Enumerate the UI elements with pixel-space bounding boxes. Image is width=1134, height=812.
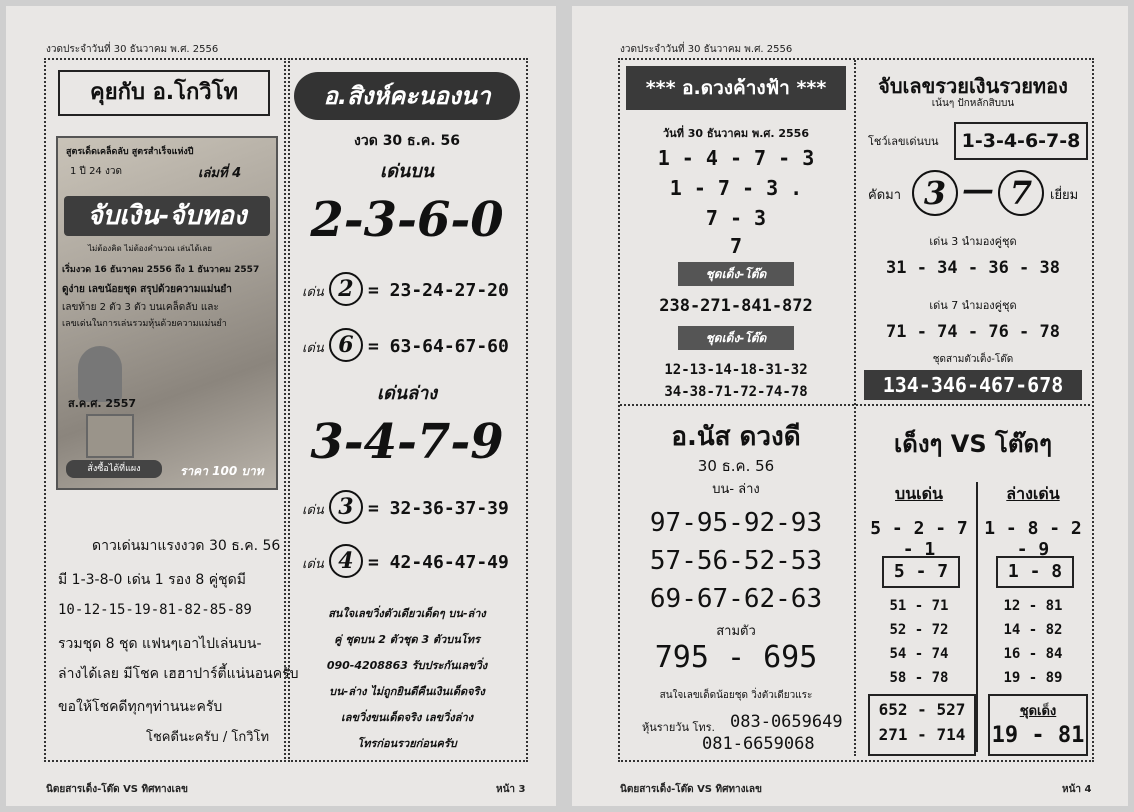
digit-circle: 3 [329, 490, 363, 524]
nat-note: สนใจเลขเด็ดน้อยชุด วิ่งตัวเดียวแระ [659, 690, 813, 701]
singkha-note: คู่ ชุดบน 2 ตัวชุด 3 ตัวบนโทร [334, 633, 480, 646]
digit-circle: 3 [912, 170, 958, 216]
magazine-year: 1 ปี 24 งวด [70, 166, 122, 177]
column-divider [854, 60, 856, 756]
singkha-note: โทรก่อนรวยก่อนครับ [357, 737, 457, 750]
singkha-note: สนใจเลขวิ่งตัวเดียวเด็ดๆ บน-ล่าง [328, 607, 486, 620]
lower-final-box [988, 694, 1088, 756]
nat-date: 30 ธ.ค. 56 [697, 457, 775, 475]
row-numbers: = 23-24-27-20 [367, 280, 509, 301]
kui-signature: โชคดีนะครับ / โกวิโท [146, 730, 270, 745]
upper-box: 5 - 7 [882, 556, 960, 588]
row-prefix: เด่น [302, 285, 324, 300]
duang-pill: ชุดเด็ง-โต๊ด [678, 326, 794, 350]
duang-row: 7 - 3 [705, 206, 767, 230]
hot-numbers: 1-3-4-6-7-8 [954, 122, 1088, 160]
duang-banner: *** อ.ดวงค้างฟ้า *** [626, 66, 846, 110]
three-label: สามตัว [716, 624, 756, 639]
kui-line: ขอให้โชคดีทุกๆท่านนะครับ [58, 699, 223, 715]
kui-line: มี 1-3-8-0 เด่น 1 รอง 8 คู่ชุดมี [58, 572, 246, 588]
lower-pair: 12 - 81 [1003, 598, 1063, 614]
row-divider [620, 404, 1090, 406]
kui-title: คุยกับ อ.โกวิโท [58, 70, 270, 116]
lower-final-label: ชุดเด็ง [1019, 704, 1057, 719]
upper-pair: 52 - 72 [889, 622, 949, 638]
lower-label: ล่างเด่น [1006, 484, 1060, 503]
lower-row [302, 490, 509, 524]
row-prefix: เด่น [302, 341, 324, 356]
kui-line: ดาวเด่นมาแรงงวด 30 ธ.ค. 56 [92, 538, 281, 554]
duang-row: 1 - 4 - 7 - 3 [657, 146, 815, 170]
nat-title: อ.นัส ดวงดี [671, 422, 801, 452]
kui-line: รวมชุด 8 ชุด แฟนๆเอาไปเล่นบน- [58, 636, 262, 652]
left-page [6, 6, 556, 806]
duang-pill: ชุดเด็ง-โต๊ด [678, 262, 794, 286]
page-footer: นิตยสารเด็ง-โต๊ด VS ทิศทางเลข [620, 784, 762, 795]
page-header: งวดประจำวันที่ 30 ธันวาคม พ.ศ. 2556 [620, 44, 793, 55]
duang-set: 238-271-841-872 [659, 296, 813, 316]
phone-label: หุ้นรายวัน โทร. [642, 721, 716, 734]
yiam-label: เยี่ยม [1050, 188, 1079, 203]
upper-pair: 58 - 78 [889, 670, 949, 686]
nat-row: 69-67-62-63 [649, 584, 823, 614]
triple-set: 134-346-467-678 [864, 370, 1082, 400]
lower-pair: 14 - 82 [1003, 622, 1063, 638]
digit-circle: 6 [329, 328, 363, 362]
duang-set: 34-38-71-72-74-78 [664, 384, 808, 400]
upper-pair: 51 - 71 [889, 598, 949, 614]
row-numbers: = 63-64-67-60 [367, 336, 509, 357]
upper-row [302, 328, 509, 362]
magazine-cover [56, 136, 278, 490]
upper-digits: 5 - 2 - 7 - 1 [870, 518, 968, 560]
nat-row: 97-95-92-93 [649, 508, 823, 538]
digit-circle: 2 [329, 272, 363, 306]
magazine-date-tag: ส.ค.ศ. 2557 [68, 397, 137, 410]
nat-sub: บน- ล่าง [712, 482, 760, 497]
pair-label: เด่น 3 นำมองคู่ชุด [929, 235, 1017, 248]
singkha-date: งวด 30 ธ.ค. 56 [354, 133, 460, 149]
magazine-price: ราคา 100 บาท [180, 464, 264, 478]
page-footer: นิตยสารเด็ง-โต๊ด VS ทิศทางเลข [46, 784, 188, 795]
kui-line: ล่างได้เลย มีโชค เฮฮาปาร์ตี้แน่นอนครับ [58, 666, 299, 682]
row-numbers: = 42-46-47-49 [367, 552, 509, 573]
duang-set: 12-13-14-18-31-32 [664, 362, 808, 378]
gift-box-icon [86, 414, 134, 458]
lower-box: 1 - 8 [996, 556, 1074, 588]
pair-set: 71 - 74 - 76 - 78 [886, 322, 1060, 342]
khat-label: คัดมา [868, 188, 902, 203]
triple-label: ชุดสามตัวเต็ง-โต๊ด [932, 354, 1014, 365]
vs-title: เด็งๆ VS โต๊ดๆ [894, 430, 1052, 458]
phone-number: 081-6659068 [702, 734, 815, 754]
magazine-order-button: สั่งซื้อได้ที่แผง [66, 460, 162, 478]
nat-row: 57-56-52-53 [649, 546, 823, 576]
magazine-promo-1: ดูง่าย เลขน้อยชุด สรุปด้วยความแม่นยำ [62, 284, 232, 295]
duang-row: 7 [729, 234, 743, 258]
jab-title: จับเลขรวยเงินรวยทอง [878, 74, 1068, 98]
page-number: หน้า 4 [1062, 784, 1092, 795]
upper-label: เด่นบน [380, 161, 434, 182]
row-numbers: = 32-36-37-39 [367, 498, 509, 519]
upper-final: 652 - 527 [878, 700, 966, 719]
upper-row [302, 272, 509, 306]
hot-label: โชว์เลขเด่นบน [868, 135, 939, 148]
magazine-promo-3: เลขเด่นในการเล่นรวมหุ้นด้วยความแม่นยำ [62, 319, 227, 329]
upper-label: บนเด่น [895, 484, 943, 503]
digit-circle: 4 [329, 544, 363, 578]
singkha-banner: อ.สิงห์คะนองนา [294, 72, 520, 120]
magazine-title: จับเงิน-จับทอง [64, 196, 270, 236]
lower-main-number: 3-4-7-9 [310, 414, 504, 470]
magazine-period: เริ่มงวด 16 ธันวาคม 2556 ถึง 1 ธันวาคม 2557 [62, 265, 260, 275]
dash: — [962, 170, 994, 208]
lower-label: เด่นล่าง [376, 383, 438, 404]
lower-row [302, 544, 509, 578]
singkha-note: 090-4208863 รับประกันเลขวิ่ง [326, 659, 488, 672]
pair-label: เด่น 7 นำมองคู่ชุด [929, 299, 1017, 312]
lower-digits: 1 - 8 - 2 - 9 [984, 518, 1082, 560]
row-prefix: เด่น [302, 557, 324, 572]
upper-pair: 54 - 74 [889, 646, 949, 662]
magazine-top-line: สูตรเด็ดเคล็ดลับ สูตรสำเร็จแห่งปี [66, 147, 194, 157]
digit-circle: 7 [998, 170, 1044, 216]
magazine-issue: เล่มที่ 4 [198, 166, 242, 181]
pair-set: 31 - 34 - 36 - 38 [886, 258, 1060, 278]
jab-subtitle: เน้นๆ ปักหลักสิบบน [931, 98, 1015, 109]
kui-line: 10-12-15-19-81-82-85-89 [58, 602, 252, 618]
phone-number: 083-0659649 [730, 712, 843, 732]
magazine-promo-2: เลขท้าย 2 ตัว 3 ตัว บนเคล็ดลับ และ [62, 302, 219, 313]
lower-final: 19 - 81 [991, 723, 1085, 748]
duang-row: 1 - 7 - 3 . [669, 176, 803, 200]
page-header: งวดประจำวันที่ 30 ธันวาคม พ.ศ. 2556 [46, 44, 219, 55]
page-number: หน้า 3 [496, 784, 526, 795]
lower-pair: 19 - 89 [1003, 670, 1063, 686]
upper-final: 271 - 714 [878, 725, 966, 744]
upper-final-box [868, 694, 976, 756]
upper-main-number: 2-3-6-0 [310, 192, 504, 248]
singkha-note: เลขวิ่งขนเด็ดจริง เลขวิ่งล่าง [340, 711, 474, 724]
magazine-subtitle: ไม่ต้องคิด ไม่ต้องคำนวณ เล่นได้เลย [88, 244, 212, 253]
duang-date: วันที่ 30 ธันวาคม พ.ศ. 2556 [663, 127, 809, 140]
lower-pair: 16 - 84 [1003, 646, 1063, 662]
singkha-note: บน-ล่าง ไม่ถูกยินดีคืนเงินเด็ดจริง [329, 685, 485, 698]
three-set: 795 - 695 [654, 640, 818, 675]
row-prefix: เด่น [302, 503, 324, 518]
right-page [572, 6, 1128, 806]
